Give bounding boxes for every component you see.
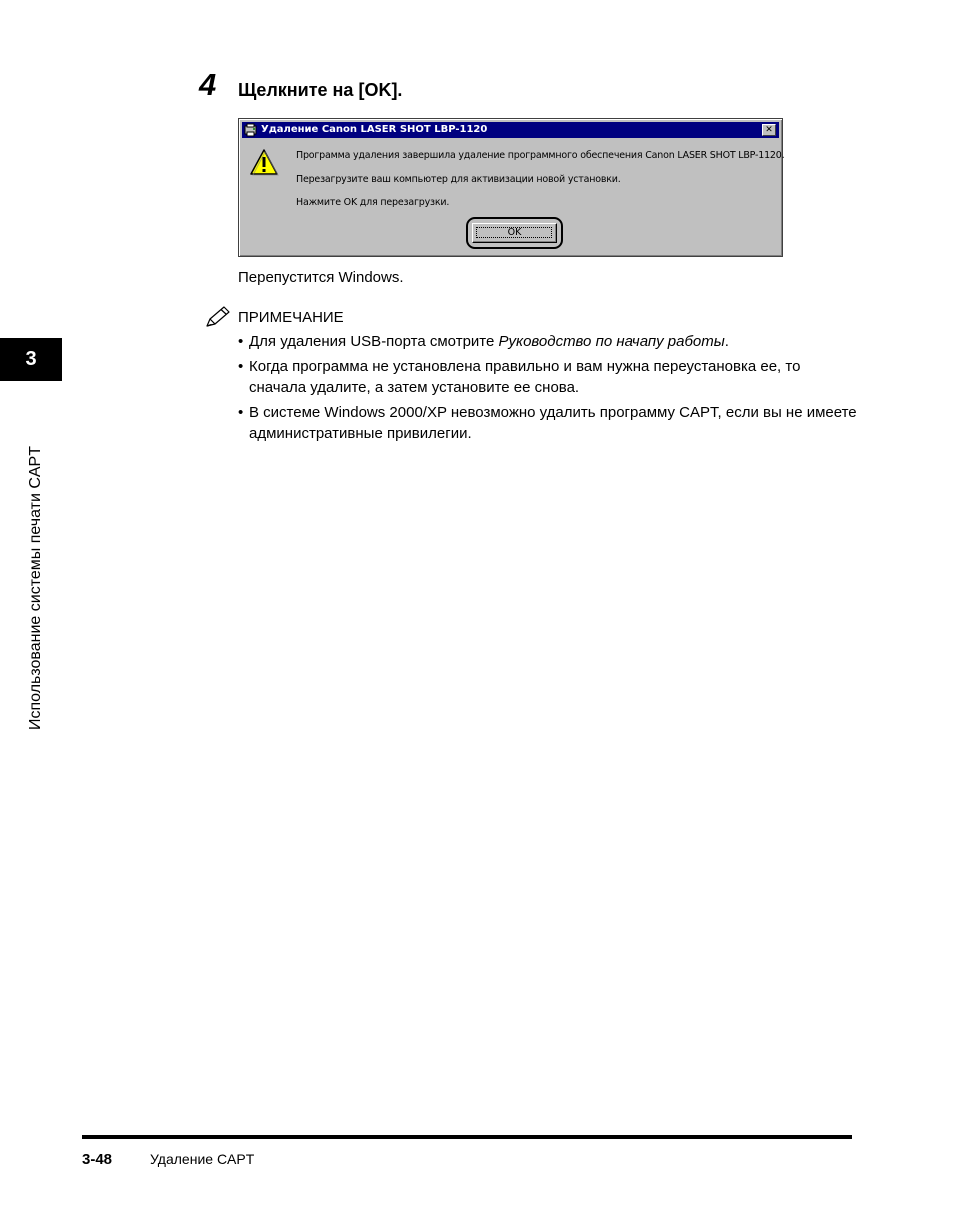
bullet: • [238,404,244,421]
note-item-2-text: Когда программа не установлена правильно и вам нужна переустановка ее, то сначала удалите, а затем установите ее снова. [249,358,801,396]
note-item [238,356,858,398]
dialog-message-2: Перезагрузите ваш компьютер для активизации новой установки. [296,174,621,185]
dialog-title: Удаление Canon LASER SHOT LBP-1120 [261,124,488,135]
chapter-number: 3 [25,348,37,370]
ok-button[interactable] [472,223,557,243]
footer-page-number: 3-48 [82,1151,113,1168]
note-list [238,331,858,448]
step-number: 4 [199,67,217,102]
note-title: ПРИМЕЧАНИЕ [238,309,344,326]
step-title: Щелкните на [OK]. [238,80,403,100]
dialog-titlebar[interactable] [242,122,779,138]
note-item [238,402,858,444]
note-item-1-text: Для удаления USB-порта смотрите [249,333,499,350]
warning-icon [249,148,279,176]
note-item [238,331,858,352]
dialog-message-1: Программа удаления завершила удаление программного обеспечения Canon LASER SHOT LBP-1120. [296,150,785,161]
chapter-tab [0,338,62,381]
footer-rule [82,1135,852,1139]
bullet: • [238,333,244,350]
restart-notice: Перепустится Windows. [238,269,404,286]
footer-section-title: Удаление CAPT [150,1151,255,1167]
pencil-icon [204,305,232,329]
chapter-caption: Использование системы печати CAPT [27,446,44,730]
dialog-close-button[interactable] [762,124,776,136]
dialog-message-3: Нажмите OK для перезагрузки. [296,197,450,208]
ok-button-label: OK [507,227,522,238]
note-item-1-italic: Руководство по начапу работы [498,333,725,350]
ok-button-highlight [466,217,563,249]
uninstall-dialog [238,118,783,257]
close-icon: ✕ [765,125,773,135]
bullet: • [238,358,244,375]
uninstall-app-icon [244,123,258,137]
note-item-3-text: В системе Windows 2000/XP невозможно удалить программу CAPT, если вы не имеете административные привилегии. [249,404,857,442]
note-item-1-suffix: . [724,333,729,350]
